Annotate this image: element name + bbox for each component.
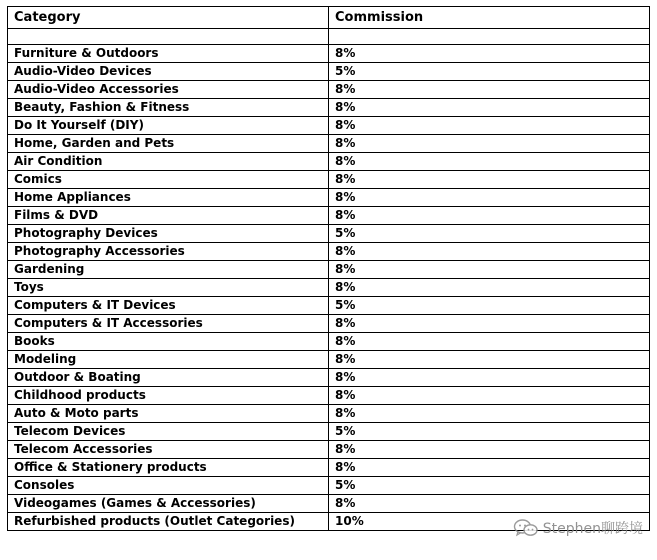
category-cell: Consoles	[8, 477, 329, 495]
commission-cell: 8%	[329, 459, 650, 477]
category-cell: Photography Accessories	[8, 243, 329, 261]
blank-cell	[329, 29, 650, 45]
category-cell: Telecom Devices	[8, 423, 329, 441]
commission-cell: 5%	[329, 63, 650, 81]
commission-cell: 8%	[329, 441, 650, 459]
category-cell: Home, Garden and Pets	[8, 135, 329, 153]
commission-cell: 10%	[329, 513, 650, 531]
table-row	[8, 495, 650, 513]
table-row	[8, 459, 650, 477]
commission-cell: 8%	[329, 333, 650, 351]
table-row	[8, 279, 650, 297]
table-row	[8, 135, 650, 153]
category-cell: Modeling	[8, 351, 329, 369]
commission-cell: 8%	[329, 117, 650, 135]
commission-cell: 8%	[329, 153, 650, 171]
category-cell: Office & Stationery products	[8, 459, 329, 477]
table-row	[8, 423, 650, 441]
table-row	[8, 171, 650, 189]
commission-cell: 8%	[329, 45, 650, 63]
category-cell: Books	[8, 333, 329, 351]
table-row	[8, 243, 650, 261]
category-cell: Computers & IT Devices	[8, 297, 329, 315]
table-row	[8, 207, 650, 225]
table-header-row	[8, 7, 650, 29]
table-row	[8, 45, 650, 63]
commission-cell: 8%	[329, 315, 650, 333]
table-row	[8, 333, 650, 351]
watermark	[513, 518, 643, 538]
commission-cell: 8%	[329, 279, 650, 297]
commission-table	[7, 6, 650, 531]
table-row	[8, 351, 650, 369]
category-cell: Telecom Accessories	[8, 441, 329, 459]
category-cell: Toys	[8, 279, 329, 297]
commission-cell: 8%	[329, 207, 650, 225]
category-cell: Auto & Moto parts	[8, 405, 329, 423]
watermark-text: Stephen聊跨境	[542, 521, 643, 537]
commission-cell: 8%	[329, 189, 650, 207]
commission-cell: 8%	[329, 387, 650, 405]
commission-cell: 8%	[329, 261, 650, 279]
table-row	[8, 225, 650, 243]
commission-cell: 5%	[329, 225, 650, 243]
table-row	[8, 441, 650, 459]
commission-table-container	[7, 6, 650, 531]
category-cell: Gardening	[8, 261, 329, 279]
category-cell: Comics	[8, 171, 329, 189]
category-cell: Photography Devices	[8, 225, 329, 243]
category-cell: Home Appliances	[8, 189, 329, 207]
commission-cell: 8%	[329, 369, 650, 387]
category-cell: Videogames (Games & Accessories)	[8, 495, 329, 513]
table-row	[8, 297, 650, 315]
commission-cell: 8%	[329, 495, 650, 513]
category-cell: Childhood products	[8, 387, 329, 405]
category-cell: Computers & IT Accessories	[8, 315, 329, 333]
category-cell: Audio-Video Accessories	[8, 81, 329, 99]
column-header-commission: Commission	[329, 7, 650, 29]
table-row	[8, 387, 650, 405]
category-cell: Air Condition	[8, 153, 329, 171]
table-body	[8, 29, 650, 531]
commission-cell: 8%	[329, 81, 650, 99]
table-row	[8, 477, 650, 495]
category-cell: Do It Yourself (DIY)	[8, 117, 329, 135]
commission-cell: 8%	[329, 99, 650, 117]
commission-cell: 8%	[329, 351, 650, 369]
table-row	[8, 117, 650, 135]
category-cell: Furniture & Outdoors	[8, 45, 329, 63]
column-header-category: Category	[8, 7, 329, 29]
commission-cell: 5%	[329, 423, 650, 441]
table-row	[8, 153, 650, 171]
table-row	[8, 99, 650, 117]
wechat-icon	[513, 518, 539, 538]
category-cell: Outdoor & Boating	[8, 369, 329, 387]
category-cell: Audio-Video Devices	[8, 63, 329, 81]
commission-cell: 8%	[329, 135, 650, 153]
table-row	[8, 261, 650, 279]
table-row	[8, 405, 650, 423]
blank-row	[8, 29, 650, 45]
category-cell: Beauty, Fashion & Fitness	[8, 99, 329, 117]
category-cell: Refurbished products (Outlet Categories)	[8, 513, 329, 531]
commission-cell: 8%	[329, 243, 650, 261]
blank-cell	[8, 29, 329, 45]
table-row	[8, 369, 650, 387]
commission-cell: 8%	[329, 171, 650, 189]
table-row	[8, 189, 650, 207]
table-row	[8, 315, 650, 333]
commission-cell: 5%	[329, 477, 650, 495]
commission-cell: 5%	[329, 297, 650, 315]
commission-cell: 8%	[329, 405, 650, 423]
table-row	[8, 81, 650, 99]
table-row	[8, 63, 650, 81]
category-cell: Films & DVD	[8, 207, 329, 225]
